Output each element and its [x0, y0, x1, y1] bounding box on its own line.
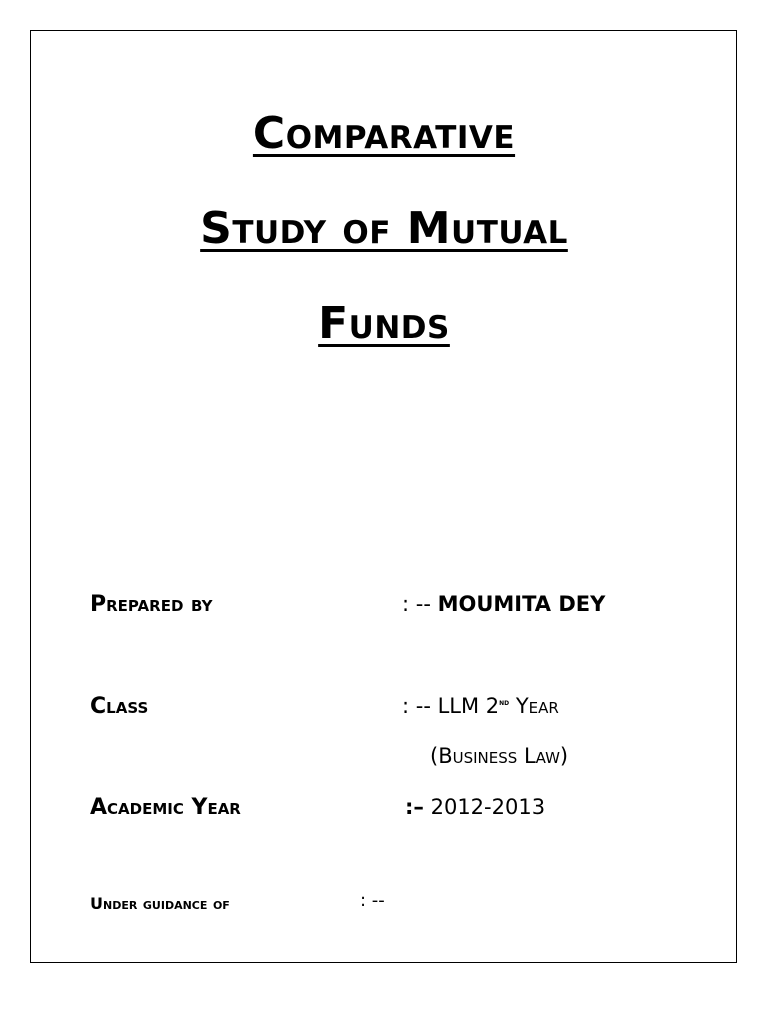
class-value-line2: (Business Law) — [430, 744, 569, 768]
title-text-1: Comparative — [252, 108, 516, 159]
prepared-by-value: MOUMITA DEY — [437, 592, 606, 616]
prepared-by-row-value — [402, 592, 605, 616]
guidance-label: Under guidance of — [90, 894, 230, 913]
class-value-sup: nd — [499, 698, 510, 708]
class-row-value — [402, 694, 559, 718]
title-text-3: Funds — [318, 298, 450, 349]
academic-year-row-value — [405, 795, 545, 819]
page-border — [30, 30, 737, 963]
title-line-2 — [0, 203, 768, 255]
class-label: Class — [90, 694, 149, 719]
title-line-3 — [0, 298, 768, 350]
title-line-1 — [0, 108, 768, 160]
academic-year-separator: :– — [405, 795, 424, 819]
class-value-post: Year — [515, 694, 559, 718]
prepared-by-separator: : -- — [402, 592, 431, 616]
academic-year-value: 2012-2013 — [430, 795, 546, 819]
class-separator: : -- — [402, 694, 431, 718]
title-text-2: Study of Mutual — [200, 203, 568, 254]
class-value-pre: LLM 2 — [437, 694, 500, 718]
guidance-separator: : -- — [360, 890, 385, 911]
prepared-by-label: Prepared by — [90, 592, 213, 617]
academic-year-label: Academic Year — [90, 795, 241, 820]
